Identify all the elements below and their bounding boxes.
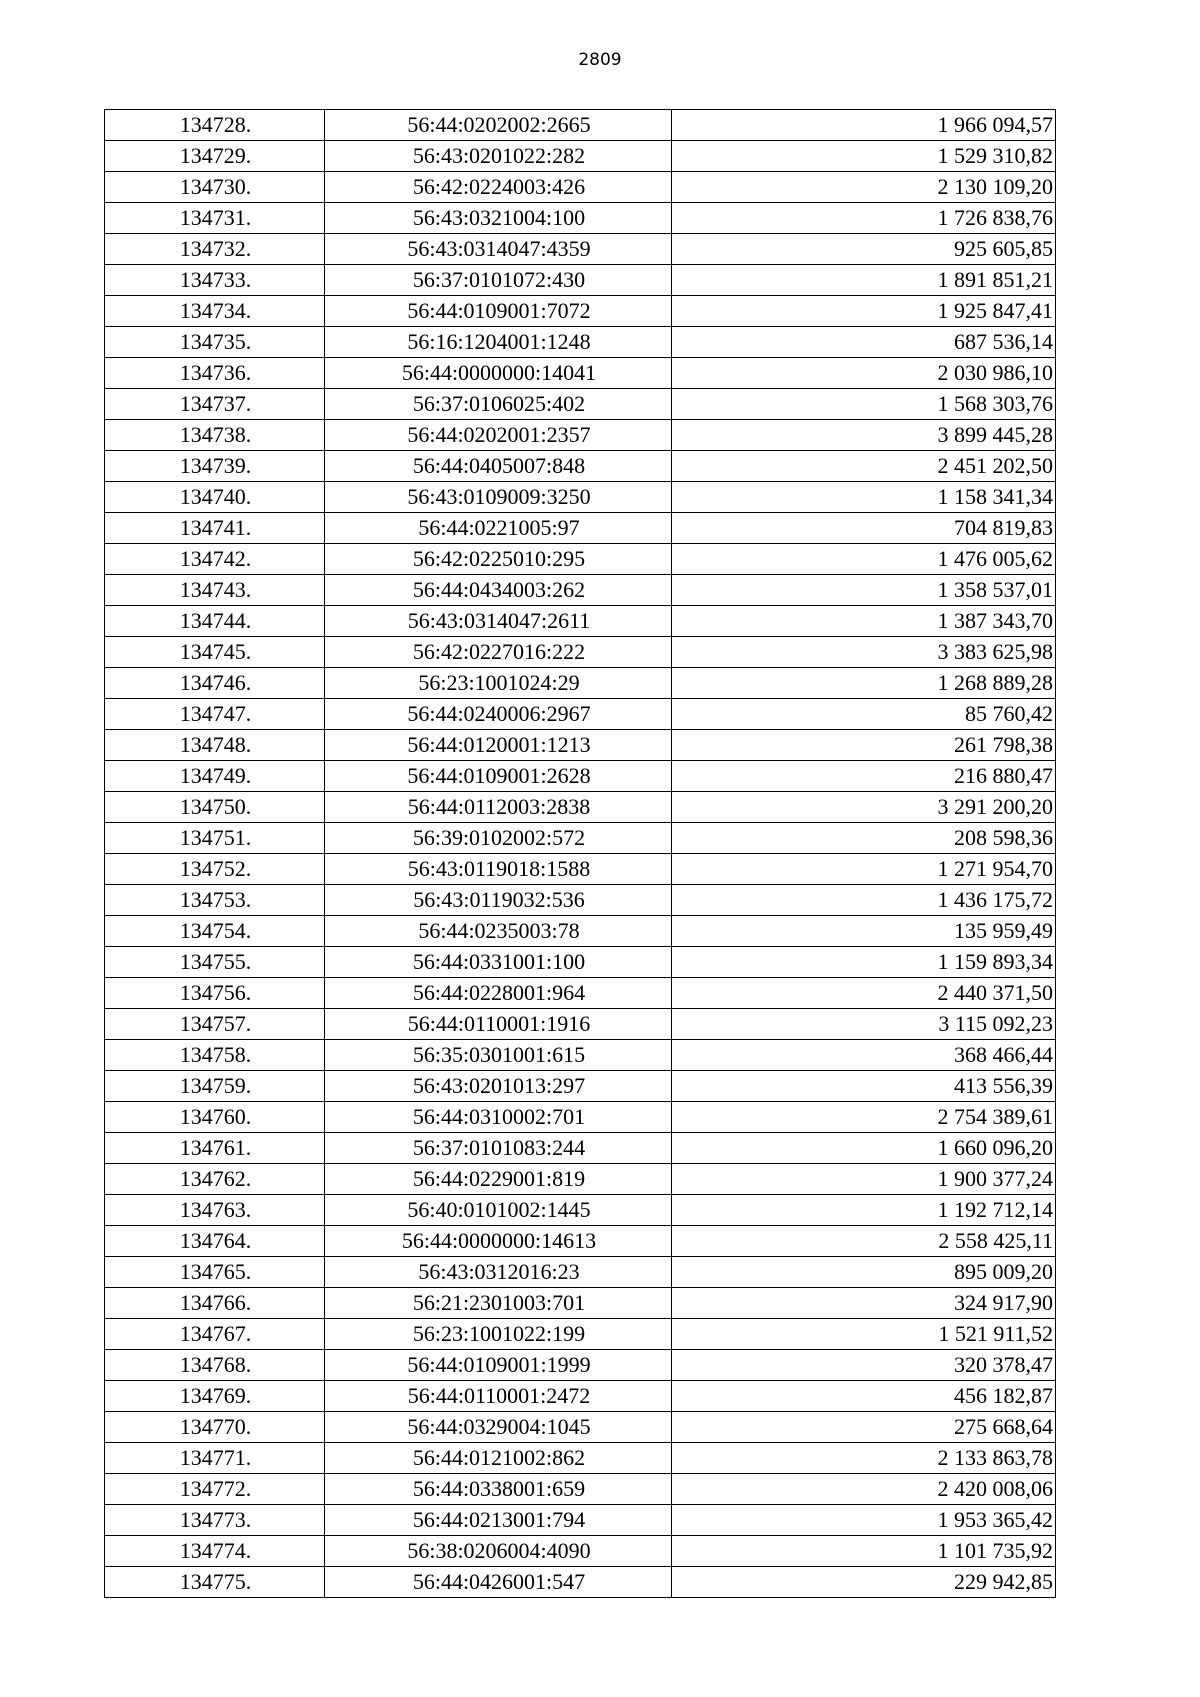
table-row — [105, 854, 1056, 885]
table-row — [105, 1195, 1056, 1226]
row-number-cell: 134754. — [105, 916, 325, 947]
cadastral-number-cell: 56:44:0331001:100 — [325, 947, 672, 978]
row-number-cell: 134751. — [105, 823, 325, 854]
cadastral-number-cell: 56:37:0101083:244 — [325, 1133, 672, 1164]
table-row — [105, 885, 1056, 916]
cadastral-number-cell: 56:44:0112003:2838 — [325, 792, 672, 823]
row-number-cell: 134770. — [105, 1412, 325, 1443]
table-row — [105, 482, 1056, 513]
table-row — [105, 637, 1056, 668]
cadastral-number-cell: 56:44:0229001:819 — [325, 1164, 672, 1195]
row-number-cell: 134745. — [105, 637, 325, 668]
cadastral-number-cell: 56:44:0110001:1916 — [325, 1009, 672, 1040]
table-row — [105, 1443, 1056, 1474]
row-number-cell: 134775. — [105, 1567, 325, 1598]
cadastral-number-cell: 56:44:0329004:1045 — [325, 1412, 672, 1443]
table-row — [105, 1536, 1056, 1567]
cadastral-number-cell: 56:44:0110001:2472 — [325, 1381, 672, 1412]
table-row — [105, 978, 1056, 1009]
cadastral-value-cell: 320 378,47 — [672, 1350, 1056, 1381]
cadastral-value-cell: 2 451 202,50 — [672, 451, 1056, 482]
cadastral-number-cell: 56:42:0225010:295 — [325, 544, 672, 575]
row-number-cell: 134728. — [105, 110, 325, 141]
cadastral-value-cell: 1 158 341,34 — [672, 482, 1056, 513]
table-body — [105, 110, 1056, 1598]
table-row — [105, 792, 1056, 823]
table-row — [105, 1350, 1056, 1381]
row-number-cell: 134733. — [105, 265, 325, 296]
cadastral-value-cell: 456 182,87 — [672, 1381, 1056, 1412]
cadastral-number-cell: 56:43:0119018:1588 — [325, 854, 672, 885]
table-row — [105, 823, 1056, 854]
cadastral-value-cell: 1 192 712,14 — [672, 1195, 1056, 1226]
cadastral-value-cell: 3 115 092,23 — [672, 1009, 1056, 1040]
row-number-cell: 134735. — [105, 327, 325, 358]
cadastral-value-cell: 3 291 200,20 — [672, 792, 1056, 823]
cadastral-number-cell: 56:43:0312016:23 — [325, 1257, 672, 1288]
cadastral-value-cell: 208 598,36 — [672, 823, 1056, 854]
table-row — [105, 1133, 1056, 1164]
cadastral-number-cell: 56:44:0000000:14041 — [325, 358, 672, 389]
row-number-cell: 134755. — [105, 947, 325, 978]
cadastral-value-cell: 2 440 371,50 — [672, 978, 1056, 1009]
table-row — [105, 575, 1056, 606]
row-number-cell: 134747. — [105, 699, 325, 730]
table-row — [105, 1102, 1056, 1133]
cadastral-value-cell: 2 420 008,06 — [672, 1474, 1056, 1505]
cadastral-number-cell: 56:44:0310002:701 — [325, 1102, 672, 1133]
cadastral-value-cell: 1 900 377,24 — [672, 1164, 1056, 1195]
cadastral-number-cell: 56:43:0119032:536 — [325, 885, 672, 916]
row-number-cell: 134746. — [105, 668, 325, 699]
cadastral-number-cell: 56:39:0102002:572 — [325, 823, 672, 854]
row-number-cell: 134729. — [105, 141, 325, 172]
cadastral-value-cell: 704 819,83 — [672, 513, 1056, 544]
table-row — [105, 544, 1056, 575]
table-row — [105, 1567, 1056, 1598]
cadastral-number-cell: 56:40:0101002:1445 — [325, 1195, 672, 1226]
cadastral-number-cell: 56:44:0202002:2665 — [325, 110, 672, 141]
cadastral-number-cell: 56:42:0227016:222 — [325, 637, 672, 668]
table-row — [105, 1412, 1056, 1443]
cadastral-value-cell: 1 726 838,76 — [672, 203, 1056, 234]
page-number: 2809 — [578, 50, 622, 70]
row-number-cell: 134764. — [105, 1226, 325, 1257]
cadastral-value-cell: 2 130 109,20 — [672, 172, 1056, 203]
cadastral-value-cell: 1 101 735,92 — [672, 1536, 1056, 1567]
cadastral-number-cell: 56:35:0301001:615 — [325, 1040, 672, 1071]
row-number-cell: 134766. — [105, 1288, 325, 1319]
row-number-cell: 134771. — [105, 1443, 325, 1474]
cadastral-value-cell: 2 133 863,78 — [672, 1443, 1056, 1474]
cadastral-value-cell: 135 959,49 — [672, 916, 1056, 947]
cadastral-value-cell: 3 383 625,98 — [672, 637, 1056, 668]
table-row — [105, 327, 1056, 358]
row-number-cell: 134738. — [105, 420, 325, 451]
table-row — [105, 730, 1056, 761]
cadastral-value-cell: 687 536,14 — [672, 327, 1056, 358]
cadastral-value-cell: 275 668,64 — [672, 1412, 1056, 1443]
cadastral-number-cell: 56:43:0201013:297 — [325, 1071, 672, 1102]
row-number-cell: 134774. — [105, 1536, 325, 1567]
table-row — [105, 606, 1056, 637]
cadastral-number-cell: 56:37:0106025:402 — [325, 389, 672, 420]
cadastral-value-cell: 2 558 425,11 — [672, 1226, 1056, 1257]
table-row — [105, 265, 1056, 296]
row-number-cell: 134750. — [105, 792, 325, 823]
table-row — [105, 1288, 1056, 1319]
cadastral-value-cell: 1 925 847,41 — [672, 296, 1056, 327]
table-row — [105, 1381, 1056, 1412]
table-row — [105, 1505, 1056, 1536]
cadastral-value-cell: 3 899 445,28 — [672, 420, 1056, 451]
cadastral-value-cell: 925 605,85 — [672, 234, 1056, 265]
cadastral-value-cell: 1 436 175,72 — [672, 885, 1056, 916]
cadastral-number-cell: 56:44:0240006:2967 — [325, 699, 672, 730]
row-number-cell: 134772. — [105, 1474, 325, 1505]
cadastral-value-cell: 229 942,85 — [672, 1567, 1056, 1598]
cadastral-number-cell: 56:43:0201022:282 — [325, 141, 672, 172]
row-number-cell: 134757. — [105, 1009, 325, 1040]
table-row — [105, 451, 1056, 482]
cadastral-value-cell: 1 568 303,76 — [672, 389, 1056, 420]
table-row — [105, 1257, 1056, 1288]
cadastral-value-cell: 1 159 893,34 — [672, 947, 1056, 978]
cadastral-number-cell: 56:44:0000000:14613 — [325, 1226, 672, 1257]
row-number-cell: 134737. — [105, 389, 325, 420]
cadastral-number-cell: 56:43:0314047:4359 — [325, 234, 672, 265]
row-number-cell: 134767. — [105, 1319, 325, 1350]
cadastral-value-cell: 1 521 911,52 — [672, 1319, 1056, 1350]
table-row — [105, 1474, 1056, 1505]
cadastral-value-cell: 1 953 365,42 — [672, 1505, 1056, 1536]
cadastral-number-cell: 56:38:0206004:4090 — [325, 1536, 672, 1567]
row-number-cell: 134739. — [105, 451, 325, 482]
row-number-cell: 134744. — [105, 606, 325, 637]
row-number-cell: 134759. — [105, 1071, 325, 1102]
row-number-cell: 134769. — [105, 1381, 325, 1412]
cadastral-value-cell: 1 387 343,70 — [672, 606, 1056, 637]
cadastral-number-cell: 56:43:0314047:2611 — [325, 606, 672, 637]
row-number-cell: 134749. — [105, 761, 325, 792]
row-number-cell: 134730. — [105, 172, 325, 203]
table-row — [105, 668, 1056, 699]
cadastral-number-cell: 56:44:0434003:262 — [325, 575, 672, 606]
cadastral-number-cell: 56:44:0235003:78 — [325, 916, 672, 947]
row-number-cell: 134765. — [105, 1257, 325, 1288]
table-row — [105, 203, 1056, 234]
cadastral-value-cell: 1 660 096,20 — [672, 1133, 1056, 1164]
row-number-cell: 134753. — [105, 885, 325, 916]
row-number-cell: 134768. — [105, 1350, 325, 1381]
cadastral-value-cell: 216 880,47 — [672, 761, 1056, 792]
row-number-cell: 134752. — [105, 854, 325, 885]
cadastral-number-cell: 56:44:0405007:848 — [325, 451, 672, 482]
row-number-cell: 134773. — [105, 1505, 325, 1536]
cadastral-value-cell: 324 917,90 — [672, 1288, 1056, 1319]
cadastral-number-cell: 56:44:0121002:862 — [325, 1443, 672, 1474]
cadastral-value-table — [104, 109, 1056, 1598]
cadastral-value-cell: 1 268 889,28 — [672, 668, 1056, 699]
cadastral-value-cell: 2 754 389,61 — [672, 1102, 1056, 1133]
table-row — [105, 761, 1056, 792]
table-row — [105, 916, 1056, 947]
cadastral-number-cell: 56:44:0338001:659 — [325, 1474, 672, 1505]
cadastral-number-cell: 56:44:0202001:2357 — [325, 420, 672, 451]
cadastral-number-cell: 56:43:0321004:100 — [325, 203, 672, 234]
cadastral-value-cell: 1 891 851,21 — [672, 265, 1056, 296]
cadastral-value-cell: 368 466,44 — [672, 1040, 1056, 1071]
cadastral-number-cell: 56:44:0228001:964 — [325, 978, 672, 1009]
cadastral-value-cell: 413 556,39 — [672, 1071, 1056, 1102]
table-row — [105, 1319, 1056, 1350]
table-row — [105, 1040, 1056, 1071]
cadastral-number-cell: 56:23:1001022:199 — [325, 1319, 672, 1350]
table-row — [105, 141, 1056, 172]
cadastral-value-cell: 1 476 005,62 — [672, 544, 1056, 575]
row-number-cell: 134742. — [105, 544, 325, 575]
table-row — [105, 172, 1056, 203]
row-number-cell: 134760. — [105, 1102, 325, 1133]
cadastral-number-cell: 56:44:0221005:97 — [325, 513, 672, 544]
cadastral-value-cell: 2 030 986,10 — [672, 358, 1056, 389]
row-number-cell: 134743. — [105, 575, 325, 606]
cadastral-number-cell: 56:44:0213001:794 — [325, 1505, 672, 1536]
table-row — [105, 947, 1056, 978]
row-number-cell: 134758. — [105, 1040, 325, 1071]
cadastral-number-cell: 56:44:0109001:1999 — [325, 1350, 672, 1381]
cadastral-value-cell: 1 358 537,01 — [672, 575, 1056, 606]
cadastral-number-cell: 56:16:1204001:1248 — [325, 327, 672, 358]
row-number-cell: 134748. — [105, 730, 325, 761]
table-row — [105, 420, 1056, 451]
row-number-cell: 134736. — [105, 358, 325, 389]
cadastral-number-cell: 56:21:2301003:701 — [325, 1288, 672, 1319]
cadastral-value-cell: 85 760,42 — [672, 699, 1056, 730]
table-row — [105, 1226, 1056, 1257]
cadastral-value-cell: 1 271 954,70 — [672, 854, 1056, 885]
table-row — [105, 699, 1056, 730]
cadastral-value-cell: 1 966 094,57 — [672, 110, 1056, 141]
cadastral-value-cell: 261 798,38 — [672, 730, 1056, 761]
cadastral-number-cell: 56:44:0426001:547 — [325, 1567, 672, 1598]
row-number-cell: 134756. — [105, 978, 325, 1009]
table-row — [105, 296, 1056, 327]
table-row — [105, 110, 1056, 141]
row-number-cell: 134732. — [105, 234, 325, 265]
row-number-cell: 134734. — [105, 296, 325, 327]
table-row — [105, 1164, 1056, 1195]
row-number-cell: 134740. — [105, 482, 325, 513]
table-row — [105, 1009, 1056, 1040]
row-number-cell: 134763. — [105, 1195, 325, 1226]
table-row — [105, 358, 1056, 389]
cadastral-number-cell: 56:23:1001024:29 — [325, 668, 672, 699]
table-row — [105, 234, 1056, 265]
row-number-cell: 134762. — [105, 1164, 325, 1195]
cadastral-value-cell: 895 009,20 — [672, 1257, 1056, 1288]
table-row — [105, 513, 1056, 544]
table-row — [105, 1071, 1056, 1102]
row-number-cell: 134741. — [105, 513, 325, 544]
cadastral-number-cell: 56:43:0109009:3250 — [325, 482, 672, 513]
cadastral-number-cell: 56:37:0101072:430 — [325, 265, 672, 296]
cadastral-number-cell: 56:44:0109001:2628 — [325, 761, 672, 792]
row-number-cell: 134761. — [105, 1133, 325, 1164]
row-number-cell: 134731. — [105, 203, 325, 234]
cadastral-value-cell: 1 529 310,82 — [672, 141, 1056, 172]
cadastral-number-cell: 56:42:0224003:426 — [325, 172, 672, 203]
table-row — [105, 389, 1056, 420]
cadastral-number-cell: 56:44:0120001:1213 — [325, 730, 672, 761]
cadastral-number-cell: 56:44:0109001:7072 — [325, 296, 672, 327]
